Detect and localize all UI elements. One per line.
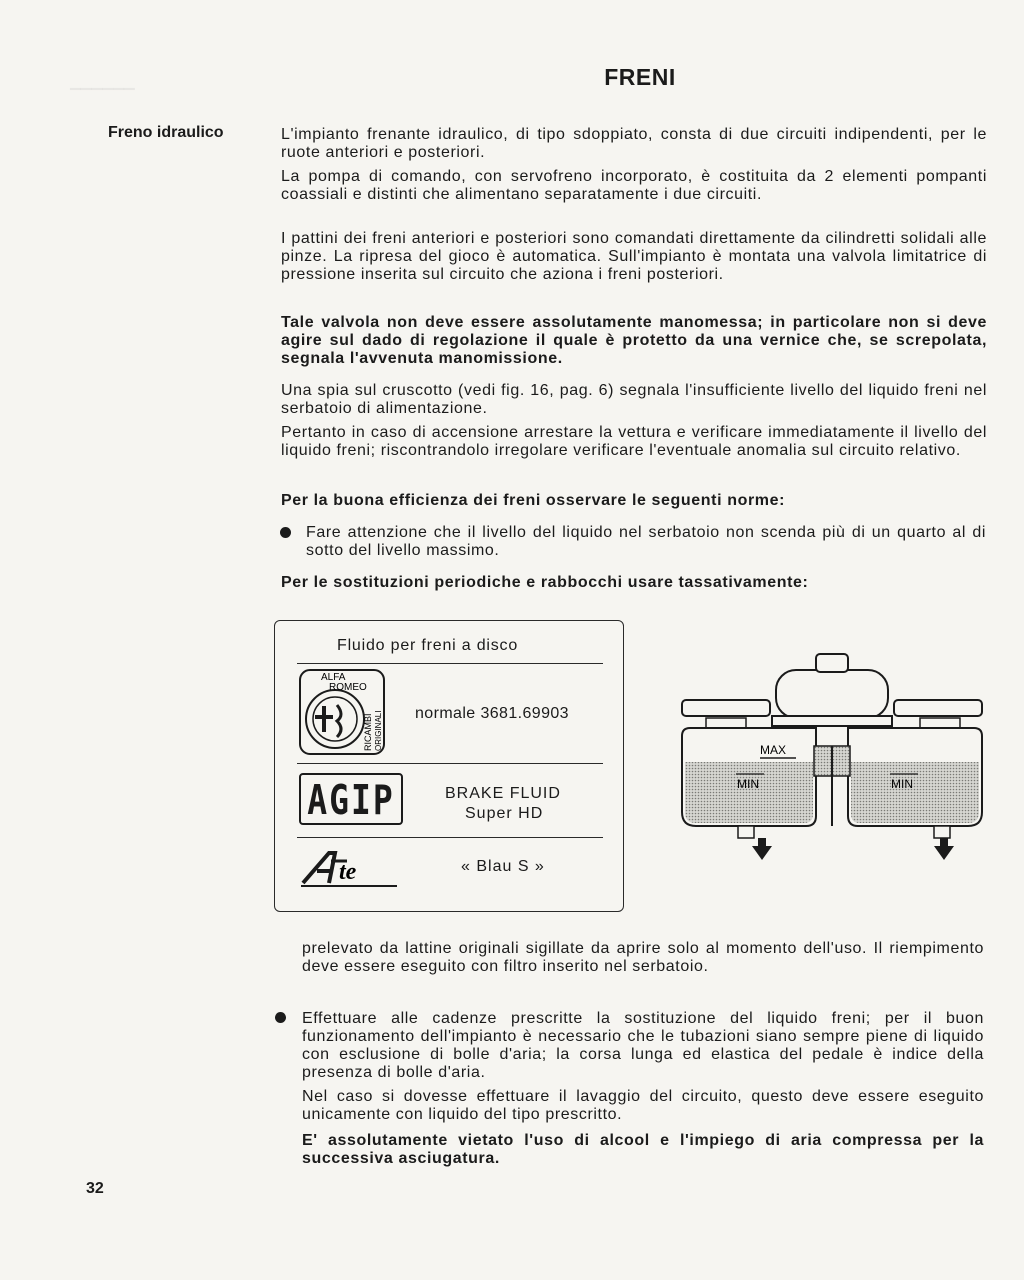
svg-text:te: te [339, 859, 357, 885]
svg-text:ALFA: ALFA [321, 672, 346, 683]
paragraph: Pertanto in caso di accensione arrestare la vettura e verificare immediatamente il livello del liquido freni; riscontrandolo irregolare verificare l'eventuale anomalia sul circuito relativo. [281, 424, 987, 459]
svg-text:MAX: MAX [760, 743, 787, 757]
bullet-icon [275, 1012, 286, 1023]
paragraph: La pompa di comando, con servofreno incorporato, è costituita da 2 elementi pompanti coassiali e distinti che alimentano separatamente i due circuiti. [281, 168, 987, 203]
alfa-romeo-ricambi-logo [299, 669, 385, 755]
blau-s-label: « Blau S » [461, 858, 545, 875]
paragraph: Nel caso si dovesse effettuare il lavaggio del circuito, questo deve essere eseguito unicamente con liquido del tipo prescritto. [302, 1088, 984, 1123]
divider [297, 663, 603, 664]
fluid-box-heading: Fluido per freni a disco [337, 637, 519, 654]
brake-reservoir-diagram [676, 650, 988, 870]
paragraph: I pattini dei freni anteriori e posteriori sono comandati direttamente da cilindretti solidali alle pinze. La ripresa del gioco è automatica. Sull'impianto è montata una valvola limitatrice di pressione inserita sul circuito che aziona i freni posteriori. [281, 230, 987, 283]
bullet-item: Effettuare alle cadenze prescritte la sostituzione del liquido freni; per il buon funzionamento dell'impianto è necessario che le tubazioni siano sempre piene di liquido con esclusione di bolle d'aria; la corsa lunga ed elastica del pedale è indice della presenza di bolle d'aria. [302, 1010, 984, 1081]
brake-fluid-grade: Super HD [465, 805, 544, 822]
bullet-icon [280, 527, 291, 538]
divider [297, 837, 603, 838]
brake-fluid-name: BRAKE FLUID [445, 785, 561, 802]
paragraph: Una spia sul cruscotto (vedi fig. 16, pag. 6) segnala l'insufficiente livello del liquido freni nel serbatoio di alimentazione. [281, 382, 987, 417]
page-number: 32 [86, 1180, 104, 1197]
paragraph: L'impianto frenante idraulico, di tipo sdoppiato, consta di due circuiti indipendenti, per le ruote anteriori e posteriori. [281, 126, 987, 161]
paragraph: prelevato da lattine originali sigillate da aprire solo al momento dell'uso. Il riempimento deve essere eseguito con filtro inserito nel serbatoio. [302, 940, 984, 975]
agip-logo: AGIP [299, 773, 403, 825]
svg-text:RICAMBI: RICAMBI [363, 713, 373, 751]
warning-paragraph: Tale valvola non deve essere assolutamente manomessa; in particolare non si deve agire sul dado di regolazione il quale è protetto da una vernice che, se screpolata, segnala l'avvenuta manomissione. [281, 314, 987, 367]
warning-paragraph: E' assolutamente vietato l'uso di alcool e l'impiego di aria compressa per la successiva asciugatura. [302, 1132, 984, 1167]
page-title: FRENI [604, 64, 676, 90]
bullet-item: Fare attenzione che il livello del liquido nel serbatoio non scenda più di un quarto al di sotto del livello massimo. [306, 524, 986, 559]
brake-fluid-box [274, 620, 624, 912]
svg-text:ORIGINALI: ORIGINALI [374, 710, 383, 751]
bleed-through-text: ▔▔▔▔▔▔ [70, 88, 135, 104]
ate-logo [299, 847, 401, 889]
svg-text:MIN: MIN [737, 777, 759, 791]
svg-text:ROMEO: ROMEO [329, 682, 367, 693]
usage-heading: Per le sostituzioni periodiche e rabbocchi usare tassativamente: [281, 574, 809, 591]
part-number: normale 3681.69903 [415, 705, 569, 722]
side-label: Freno idraulico [108, 124, 224, 141]
norms-heading: Per la buona efficienza dei freni osservare le seguenti norme: [281, 492, 786, 509]
divider [297, 763, 603, 764]
svg-text:MIN: MIN [891, 777, 913, 791]
